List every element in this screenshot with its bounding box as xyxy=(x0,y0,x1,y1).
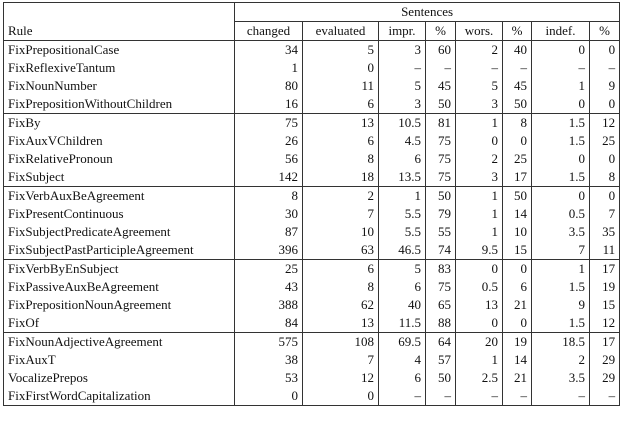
worsened-percent-cell: 10 xyxy=(503,223,532,241)
rule-name-cell: FixReflexiveTantum xyxy=(4,59,235,77)
rule-name-cell: FixVerbAuxBeAgreement xyxy=(4,187,235,206)
indefinite-cell: 9 xyxy=(532,296,590,314)
worsened-percent-cell: 0 xyxy=(503,314,532,333)
worsened-cell: 5 xyxy=(456,77,503,95)
improved-column-header: impr. xyxy=(379,22,426,41)
indefinite-cell: 1.5 xyxy=(532,168,590,187)
evaluated-cell: 8 xyxy=(303,150,379,168)
indefinite-percent-cell: 35 xyxy=(590,223,620,241)
worsened-percent-cell: 17 xyxy=(503,168,532,187)
indefinite-percent-cell: 29 xyxy=(590,369,620,387)
improved-percent-cell: 50 xyxy=(426,369,456,387)
indefinite-percent-cell: 7 xyxy=(590,205,620,223)
evaluated-cell: 6 xyxy=(303,132,379,150)
worsened-percent-cell: 0 xyxy=(503,260,532,279)
improved-percent-cell: 60 xyxy=(426,41,456,60)
changed-cell: 8 xyxy=(235,187,303,206)
improved-percent-column-header: % xyxy=(426,22,456,41)
worsened-cell: 2 xyxy=(456,41,503,60)
indefinite-cell: 1.5 xyxy=(532,132,590,150)
improved-cell: 5.5 xyxy=(379,205,426,223)
evaluated-cell: 6 xyxy=(303,260,379,279)
improved-percent-cell: 83 xyxy=(426,260,456,279)
improved-percent-cell: 74 xyxy=(426,241,456,260)
evaluated-cell: 62 xyxy=(303,296,379,314)
changed-cell: 0 xyxy=(235,387,303,406)
worsened-cell: 0 xyxy=(456,314,503,333)
rule-name-cell: FixFirstWordCapitalization xyxy=(4,387,235,406)
improved-cell: 3 xyxy=(379,41,426,60)
changed-cell: 84 xyxy=(235,314,303,333)
improved-cell: 69.5 xyxy=(379,333,426,352)
changed-cell: 56 xyxy=(235,150,303,168)
indefinite-percent-cell: 8 xyxy=(590,168,620,187)
table-row xyxy=(4,114,620,133)
changed-column-header: changed xyxy=(235,22,303,41)
worsened-cell: 1 xyxy=(456,114,503,133)
worsened-percent-cell: 14 xyxy=(503,351,532,369)
changed-cell: 87 xyxy=(235,223,303,241)
rule-name-cell: FixSubjectPastParticipleAgreement xyxy=(4,241,235,260)
table-row xyxy=(4,95,620,114)
improved-percent-cell: 79 xyxy=(426,205,456,223)
indefinite-percent-cell: 15 xyxy=(590,296,620,314)
indefinite-column-header: indef. xyxy=(532,22,590,41)
worsened-cell: 2 xyxy=(456,150,503,168)
worsened-cell: 1 xyxy=(456,187,503,206)
improved-cell: 46.5 xyxy=(379,241,426,260)
improved-percent-cell: – xyxy=(426,59,456,77)
worsened-percent-cell: 21 xyxy=(503,296,532,314)
worsened-column-header: wors. xyxy=(456,22,503,41)
evaluated-cell: 6 xyxy=(303,95,379,114)
improved-cell: 1 xyxy=(379,187,426,206)
worsened-cell: 1 xyxy=(456,351,503,369)
rule-name-cell: FixNounNumber xyxy=(4,77,235,95)
changed-cell: 388 xyxy=(235,296,303,314)
table-row xyxy=(4,241,620,260)
improved-percent-cell: 50 xyxy=(426,95,456,114)
worsened-percent-cell: 50 xyxy=(503,187,532,206)
improved-percent-cell: 64 xyxy=(426,333,456,352)
indefinite-percent-cell: 9 xyxy=(590,77,620,95)
improved-percent-cell: 81 xyxy=(426,114,456,133)
improved-percent-cell: 55 xyxy=(426,223,456,241)
table-row xyxy=(4,77,620,95)
table-row xyxy=(4,132,620,150)
evaluated-cell: 5 xyxy=(303,41,379,60)
improved-cell: 4.5 xyxy=(379,132,426,150)
improved-percent-cell: 75 xyxy=(426,168,456,187)
changed-cell: 16 xyxy=(235,95,303,114)
table-row xyxy=(4,187,620,206)
changed-cell: 30 xyxy=(235,205,303,223)
improved-percent-cell: 75 xyxy=(426,132,456,150)
table-row xyxy=(4,168,620,187)
evaluated-cell: 2 xyxy=(303,187,379,206)
changed-cell: 575 xyxy=(235,333,303,352)
worsened-cell: 3 xyxy=(456,168,503,187)
changed-cell: 38 xyxy=(235,351,303,369)
table-row xyxy=(4,369,620,387)
improved-percent-cell: 57 xyxy=(426,351,456,369)
changed-cell: 25 xyxy=(235,260,303,279)
indefinite-cell: 7 xyxy=(532,241,590,260)
improved-cell: 40 xyxy=(379,296,426,314)
table-row xyxy=(4,296,620,314)
evaluated-column-header: evaluated xyxy=(303,22,379,41)
worsened-cell: 2.5 xyxy=(456,369,503,387)
table-row xyxy=(4,59,620,77)
worsened-percent-cell: 0 xyxy=(503,132,532,150)
worsened-cell: 3 xyxy=(456,95,503,114)
indefinite-percent-cell: 11 xyxy=(590,241,620,260)
rule-name-cell: FixSubjectPredicateAgreement xyxy=(4,223,235,241)
worsened-cell: 1 xyxy=(456,205,503,223)
indefinite-cell: – xyxy=(532,59,590,77)
rule-name-cell: FixSubject xyxy=(4,168,235,187)
evaluated-cell: 8 xyxy=(303,278,379,296)
rule-name-cell: FixPrepositionalCase xyxy=(4,41,235,60)
rule-results-table xyxy=(3,2,620,406)
rule-name-cell: FixBy xyxy=(4,114,235,133)
indefinite-percent-cell: 29 xyxy=(590,351,620,369)
indefinite-percent-column-header: % xyxy=(590,22,620,41)
worsened-percent-cell: 14 xyxy=(503,205,532,223)
worsened-percent-cell: 15 xyxy=(503,241,532,260)
indefinite-cell: 1.5 xyxy=(532,114,590,133)
improved-cell: 10.5 xyxy=(379,114,426,133)
indefinite-percent-cell: 19 xyxy=(590,278,620,296)
worsened-percent-column-header: % xyxy=(503,22,532,41)
improved-percent-cell: 50 xyxy=(426,187,456,206)
table-row xyxy=(4,223,620,241)
worsened-cell: – xyxy=(456,387,503,406)
changed-cell: 43 xyxy=(235,278,303,296)
indefinite-percent-cell: 12 xyxy=(590,314,620,333)
changed-cell: 80 xyxy=(235,77,303,95)
rule-name-cell: FixPrepositionWithoutChildren xyxy=(4,95,235,114)
improved-percent-cell: 88 xyxy=(426,314,456,333)
evaluated-cell: 12 xyxy=(303,369,379,387)
indefinite-percent-cell: – xyxy=(590,59,620,77)
table-row xyxy=(4,387,620,406)
changed-cell: 26 xyxy=(235,132,303,150)
worsened-percent-cell: 50 xyxy=(503,95,532,114)
indefinite-cell: 2 xyxy=(532,351,590,369)
worsened-percent-cell: 19 xyxy=(503,333,532,352)
header-group-row xyxy=(4,3,620,22)
worsened-percent-cell: 25 xyxy=(503,150,532,168)
improved-percent-cell: 75 xyxy=(426,278,456,296)
indefinite-cell: 0 xyxy=(532,187,590,206)
evaluated-cell: 0 xyxy=(303,59,379,77)
worsened-percent-cell: 40 xyxy=(503,41,532,60)
indefinite-percent-cell: 17 xyxy=(590,333,620,352)
rule-column-header: Rule xyxy=(4,22,235,41)
rule-name-cell: FixAuxT xyxy=(4,351,235,369)
header-column-row xyxy=(4,22,620,41)
worsened-cell: 9.5 xyxy=(456,241,503,260)
improved-cell: – xyxy=(379,59,426,77)
improved-cell: 5 xyxy=(379,77,426,95)
rule-name-cell: VocalizePrepos xyxy=(4,369,235,387)
evaluated-cell: 10 xyxy=(303,223,379,241)
indefinite-cell: 0.5 xyxy=(532,205,590,223)
improved-cell: – xyxy=(379,387,426,406)
results-table-container xyxy=(3,2,619,406)
indefinite-cell: 3.5 xyxy=(532,369,590,387)
improved-percent-cell: 45 xyxy=(426,77,456,95)
improved-cell: 4 xyxy=(379,351,426,369)
improved-cell: 11.5 xyxy=(379,314,426,333)
indefinite-cell: 18.5 xyxy=(532,333,590,352)
worsened-percent-cell: 21 xyxy=(503,369,532,387)
worsened-percent-cell: – xyxy=(503,59,532,77)
indefinite-percent-cell: 0 xyxy=(590,41,620,60)
improved-cell: 5.5 xyxy=(379,223,426,241)
improved-cell: 6 xyxy=(379,278,426,296)
table-row xyxy=(4,314,620,333)
worsened-percent-cell: 6 xyxy=(503,278,532,296)
table-row xyxy=(4,351,620,369)
table-row xyxy=(4,333,620,352)
rule-name-cell: FixPrepositionNounAgreement xyxy=(4,296,235,314)
improved-cell: 3 xyxy=(379,95,426,114)
indefinite-cell: 0 xyxy=(532,41,590,60)
indefinite-cell: 1 xyxy=(532,260,590,279)
indefinite-percent-cell: 12 xyxy=(590,114,620,133)
improved-cell: 6 xyxy=(379,150,426,168)
worsened-cell: 0 xyxy=(456,132,503,150)
evaluated-cell: 13 xyxy=(303,114,379,133)
table-row xyxy=(4,41,620,60)
rule-name-cell: FixAuxVChildren xyxy=(4,132,235,150)
changed-cell: 53 xyxy=(235,369,303,387)
table-row xyxy=(4,150,620,168)
indefinite-percent-cell: 0 xyxy=(590,95,620,114)
indefinite-cell: 0 xyxy=(532,95,590,114)
worsened-percent-cell: 8 xyxy=(503,114,532,133)
worsened-cell: 1 xyxy=(456,223,503,241)
indefinite-percent-cell: 17 xyxy=(590,260,620,279)
worsened-cell: 20 xyxy=(456,333,503,352)
evaluated-cell: 0 xyxy=(303,387,379,406)
worsened-cell: – xyxy=(456,59,503,77)
improved-percent-cell: – xyxy=(426,387,456,406)
worsened-cell: 0.5 xyxy=(456,278,503,296)
evaluated-cell: 11 xyxy=(303,77,379,95)
evaluated-cell: 18 xyxy=(303,168,379,187)
indefinite-percent-cell: 0 xyxy=(590,150,620,168)
indefinite-cell: 0 xyxy=(532,150,590,168)
table-body xyxy=(4,41,620,406)
rule-name-cell: FixRelativePronoun xyxy=(4,150,235,168)
changed-cell: 75 xyxy=(235,114,303,133)
evaluated-cell: 108 xyxy=(303,333,379,352)
indefinite-cell: 1 xyxy=(532,77,590,95)
indefinite-cell: – xyxy=(532,387,590,406)
improved-percent-cell: 75 xyxy=(426,150,456,168)
improved-cell: 6 xyxy=(379,369,426,387)
evaluated-cell: 7 xyxy=(303,351,379,369)
indefinite-percent-cell: 0 xyxy=(590,187,620,206)
indefinite-cell: 3.5 xyxy=(532,223,590,241)
worsened-percent-cell: – xyxy=(503,387,532,406)
evaluated-cell: 13 xyxy=(303,314,379,333)
worsened-cell: 13 xyxy=(456,296,503,314)
table-row xyxy=(4,278,620,296)
sentences-group-header: Sentences xyxy=(235,3,620,22)
changed-cell: 34 xyxy=(235,41,303,60)
table-row xyxy=(4,260,620,279)
indefinite-cell: 1.5 xyxy=(532,314,590,333)
changed-cell: 142 xyxy=(235,168,303,187)
rule-name-cell: FixVerbByEnSubject xyxy=(4,260,235,279)
header-blank-cell xyxy=(4,3,235,22)
rule-name-cell: FixNounAdjectiveAgreement xyxy=(4,333,235,352)
rule-name-cell: FixPassiveAuxBeAgreement xyxy=(4,278,235,296)
table-row xyxy=(4,205,620,223)
indefinite-percent-cell: 25 xyxy=(590,132,620,150)
rule-name-cell: FixOf xyxy=(4,314,235,333)
improved-cell: 5 xyxy=(379,260,426,279)
indefinite-cell: 1.5 xyxy=(532,278,590,296)
rule-name-cell: FixPresentContinuous xyxy=(4,205,235,223)
improved-cell: 13.5 xyxy=(379,168,426,187)
worsened-percent-cell: 45 xyxy=(503,77,532,95)
evaluated-cell: 63 xyxy=(303,241,379,260)
worsened-cell: 0 xyxy=(456,260,503,279)
changed-cell: 1 xyxy=(235,59,303,77)
evaluated-cell: 7 xyxy=(303,205,379,223)
changed-cell: 396 xyxy=(235,241,303,260)
improved-percent-cell: 65 xyxy=(426,296,456,314)
indefinite-percent-cell: – xyxy=(590,387,620,406)
